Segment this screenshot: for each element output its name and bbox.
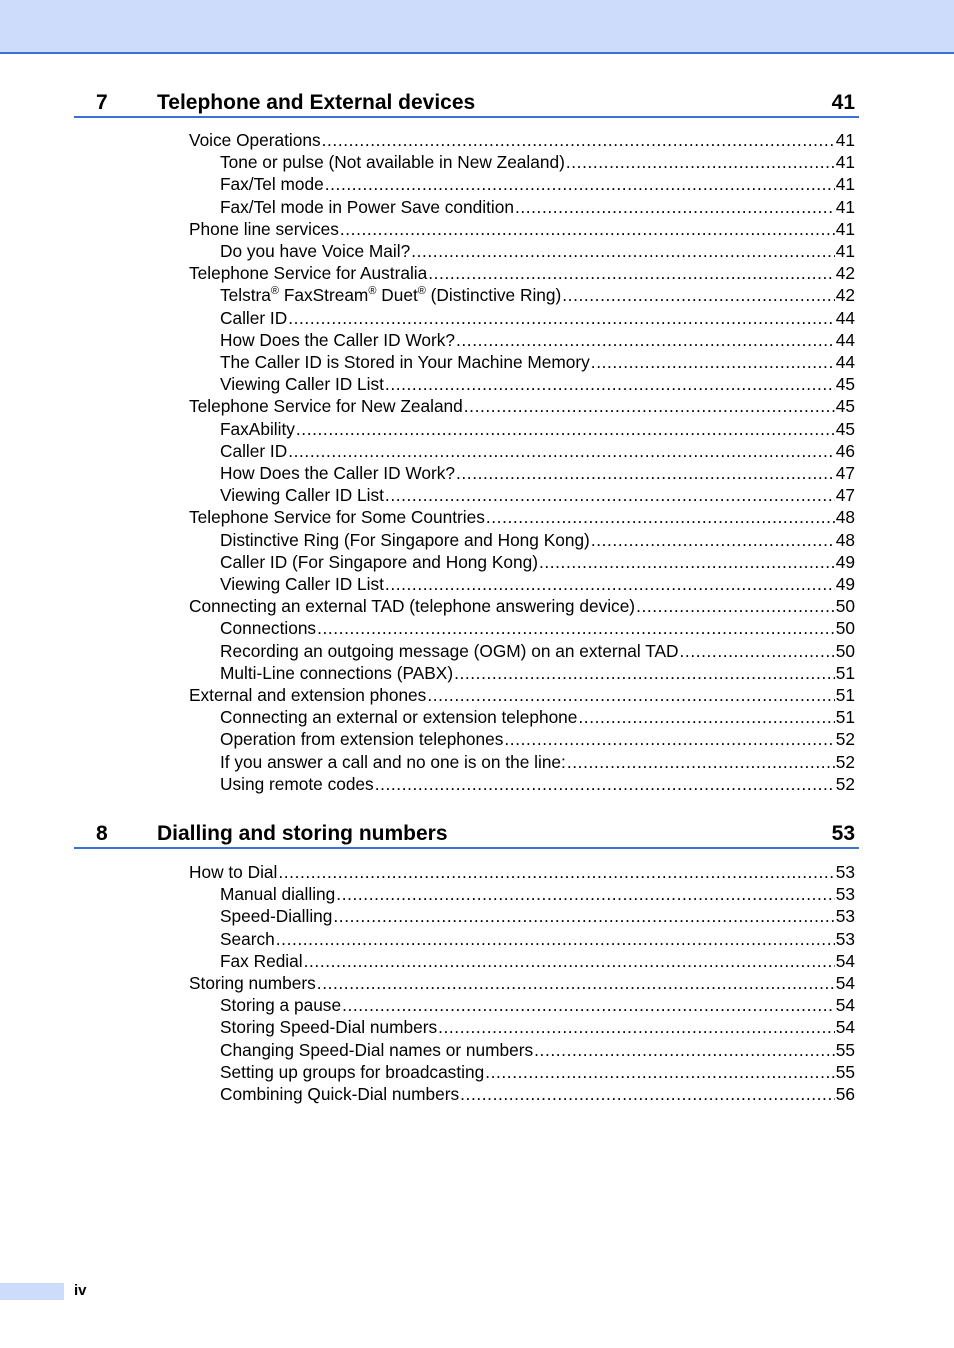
entry-label: Search bbox=[220, 928, 275, 949]
entry-page-number: 41 bbox=[835, 196, 855, 217]
entry-label: Combining Quick-Dial numbers bbox=[220, 1084, 460, 1104]
dot-leader bbox=[515, 196, 835, 218]
entry-page-number: 56 bbox=[835, 1084, 855, 1104]
entry-page-number: 47 bbox=[835, 485, 855, 506]
entry-label: Connections bbox=[220, 618, 317, 639]
dot-leader bbox=[578, 706, 834, 728]
chapter-heading[interactable] bbox=[74, 90, 859, 118]
dot-leader bbox=[385, 484, 835, 506]
footer-page-number: iv bbox=[74, 1282, 87, 1299]
entry-page-number: 51 bbox=[835, 662, 855, 683]
entry-label: Tone or pulse (Not available in New Zealand) bbox=[220, 152, 565, 173]
dot-leader bbox=[460, 1083, 835, 1105]
dot-leader bbox=[562, 284, 835, 306]
dot-leader bbox=[276, 928, 835, 950]
entry-page-number: 45 bbox=[835, 418, 855, 439]
entry-label: Distinctive Ring (For Singapore and Hong Kong) bbox=[220, 529, 590, 550]
toc-subsection-entry[interactable] bbox=[220, 928, 855, 950]
entry-page-number: 41 bbox=[835, 218, 855, 239]
entry-label-part: (Distinctive Ring) bbox=[425, 285, 562, 306]
entry-page-number: 41 bbox=[835, 130, 855, 150]
toc-subsection-entry[interactable] bbox=[220, 905, 855, 927]
toc-subsection-entry[interactable] bbox=[220, 883, 855, 905]
entry-label: Voice Operations bbox=[189, 130, 321, 150]
toc-section-entry[interactable] bbox=[189, 684, 855, 706]
entry-label: Fax/Tel mode bbox=[220, 174, 324, 195]
dot-leader bbox=[464, 395, 835, 417]
entry-label: How Does the Caller ID Work? bbox=[220, 329, 455, 350]
chapter-title: Telephone and External devices bbox=[157, 91, 476, 114]
entry-page-number: 50 bbox=[835, 618, 855, 639]
toc-subsection-entry[interactable] bbox=[220, 573, 855, 595]
header-band bbox=[0, 0, 954, 54]
entry-page-number: 44 bbox=[835, 329, 855, 350]
registered-mark: ® bbox=[368, 285, 377, 298]
toc-subsection-entry[interactable] bbox=[220, 640, 855, 662]
toc-subsection-entry[interactable] bbox=[220, 1016, 855, 1038]
entry-label: How Does the Caller ID Work? bbox=[220, 463, 455, 483]
dot-leader bbox=[438, 1016, 835, 1038]
entry-label: Caller ID (For Singapore and Hong Kong) bbox=[220, 551, 538, 572]
entry-label: Viewing Caller ID List bbox=[220, 374, 384, 395]
entry-label: Storing a pause bbox=[220, 995, 342, 1016]
entry-page-number: 49 bbox=[835, 551, 855, 572]
dot-leader bbox=[591, 529, 835, 551]
toc-section-entry[interactable] bbox=[189, 218, 855, 240]
dot-leader bbox=[296, 418, 835, 440]
toc-subsection-entry[interactable] bbox=[220, 529, 855, 551]
toc-subsection-entry[interactable] bbox=[220, 284, 855, 306]
entry-label: Setting up groups for broadcasting bbox=[220, 1061, 485, 1082]
entry-label: Caller ID bbox=[220, 440, 288, 461]
toc-subsection-entry[interactable] bbox=[220, 1061, 855, 1083]
toc-subsection-entry[interactable] bbox=[220, 329, 855, 351]
chapter-number: 8 bbox=[96, 822, 108, 845]
entry-page-number: 50 bbox=[835, 640, 855, 661]
dot-leader bbox=[411, 240, 835, 262]
toc-section-entry[interactable] bbox=[189, 262, 855, 284]
entry-page-number: 51 bbox=[835, 707, 855, 728]
toc-subsection-entry[interactable] bbox=[220, 994, 855, 1016]
toc-subsection-entry[interactable] bbox=[220, 1083, 855, 1105]
entry-page-number: 46 bbox=[835, 440, 855, 461]
dot-leader bbox=[333, 905, 834, 927]
toc-subsection-entry[interactable] bbox=[220, 617, 855, 639]
entry-page-number: 48 bbox=[835, 507, 855, 528]
toc-subsection-entry[interactable] bbox=[220, 751, 855, 773]
toc-subsection-entry[interactable] bbox=[220, 484, 855, 506]
entry-page-number: 44 bbox=[835, 307, 855, 328]
toc-subsection-entry[interactable] bbox=[220, 728, 855, 750]
dot-leader bbox=[567, 751, 835, 773]
dot-leader bbox=[288, 440, 835, 462]
entry-label: Telephone Service for New Zealand bbox=[189, 396, 463, 417]
entry-label: Viewing Caller ID List bbox=[220, 485, 384, 506]
entry-label: The Caller ID is Stored in Your Machine Memory bbox=[220, 352, 590, 372]
dot-leader bbox=[385, 573, 835, 595]
toc-subsection-entry[interactable] bbox=[220, 196, 855, 218]
entry-label: Fax Redial bbox=[220, 950, 303, 971]
entry-label: Telephone Service for Some Countries bbox=[189, 507, 485, 528]
entry-page-number: 54 bbox=[835, 950, 855, 971]
toc-subsection-entry[interactable] bbox=[220, 662, 855, 684]
entry-page-number: 41 bbox=[835, 152, 855, 173]
entry-page-number: 41 bbox=[835, 174, 855, 195]
toc-section-entry[interactable] bbox=[189, 129, 855, 151]
entry-label: Telephone Service for Australia bbox=[189, 263, 428, 284]
entry-label-part: Telstra bbox=[220, 285, 271, 306]
toc-subsection-entry[interactable] bbox=[220, 173, 855, 195]
toc-section-entry[interactable] bbox=[189, 861, 855, 883]
entry-page-number: 52 bbox=[835, 751, 855, 772]
entry-page-number: 52 bbox=[835, 729, 855, 750]
toc-subsection-entry[interactable] bbox=[220, 151, 855, 173]
entry-label-part: FaxStream bbox=[279, 285, 369, 306]
dot-leader bbox=[534, 1039, 835, 1061]
entry-label: Caller ID bbox=[220, 307, 288, 328]
entry-label: External and extension phones bbox=[189, 685, 427, 705]
entry-page-number: 53 bbox=[835, 884, 855, 905]
toc-section-entry[interactable] bbox=[189, 972, 855, 994]
entry-page-number: 54 bbox=[835, 1017, 855, 1038]
entry-label bbox=[220, 284, 561, 306]
entry-page-number: 53 bbox=[835, 928, 855, 949]
toc-subsection-entry[interactable] bbox=[220, 373, 855, 395]
entry-label: Speed-Dialling bbox=[220, 906, 333, 927]
dot-leader bbox=[485, 1061, 835, 1083]
dot-leader bbox=[591, 351, 835, 373]
entry-label: Multi-Line connections (PABX) bbox=[220, 662, 454, 683]
chapter-heading[interactable] bbox=[74, 821, 859, 849]
dot-leader bbox=[456, 462, 835, 484]
dot-leader bbox=[322, 129, 835, 151]
dot-leader bbox=[504, 728, 834, 750]
entry-label: Operation from extension telephones bbox=[220, 729, 504, 750]
dot-leader bbox=[385, 373, 835, 395]
entry-label: Viewing Caller ID List bbox=[220, 574, 384, 594]
entry-page-number: 53 bbox=[835, 906, 855, 927]
entry-page-number: 45 bbox=[835, 374, 855, 395]
registered-mark: ® bbox=[417, 285, 426, 298]
footer-tab bbox=[0, 1283, 64, 1300]
dot-leader bbox=[342, 994, 835, 1016]
toc-section-entry[interactable] bbox=[189, 395, 855, 417]
entry-label: Phone line services bbox=[189, 218, 339, 239]
registered-mark: ® bbox=[270, 285, 280, 298]
toc-section-entry[interactable] bbox=[189, 506, 855, 528]
dot-leader bbox=[375, 773, 835, 795]
entry-page-number: 42 bbox=[835, 285, 855, 306]
toc-subsection-entry[interactable] bbox=[220, 240, 855, 262]
dot-leader bbox=[325, 173, 835, 195]
dot-leader bbox=[454, 662, 835, 684]
entry-label: If you answer a call and no one is on the line: bbox=[220, 751, 566, 772]
dot-leader bbox=[304, 950, 835, 972]
dot-leader bbox=[427, 684, 834, 706]
entry-page-number: 54 bbox=[835, 995, 855, 1016]
chapter-page: 41 bbox=[831, 91, 855, 114]
toc-subsection-entry[interactable] bbox=[220, 773, 855, 795]
entry-page-number: 49 bbox=[835, 574, 855, 594]
dot-leader bbox=[636, 595, 835, 617]
toc-subsection-entry[interactable] bbox=[220, 551, 855, 573]
toc-subsection-entry[interactable] bbox=[220, 706, 855, 728]
toc-subsection-entry[interactable] bbox=[220, 950, 855, 972]
entry-label: Recording an outgoing message (OGM) on an external TAD bbox=[220, 640, 679, 661]
entry-label: Using remote codes bbox=[220, 773, 374, 794]
entry-label: Do you have Voice Mail? bbox=[220, 241, 411, 261]
toc-subsection-entry[interactable] bbox=[220, 351, 855, 373]
dot-leader bbox=[317, 617, 835, 639]
entry-page-number: 50 bbox=[835, 596, 855, 617]
dot-leader bbox=[680, 640, 835, 662]
entry-label: Storing numbers bbox=[189, 973, 316, 993]
entry-page-number: 47 bbox=[835, 463, 855, 483]
entry-label: Connecting an external or extension telephone bbox=[220, 707, 578, 728]
toc-subsection-entry[interactable] bbox=[220, 440, 855, 462]
chapter-page: 53 bbox=[831, 822, 855, 845]
entry-label: FaxAbility bbox=[220, 418, 295, 439]
entry-label: Connecting an external TAD (telephone answering device) bbox=[189, 596, 636, 617]
dot-leader bbox=[428, 262, 835, 284]
entry-page-number: 48 bbox=[835, 529, 855, 550]
dot-leader bbox=[317, 972, 835, 994]
entry-page-number: 42 bbox=[835, 263, 855, 284]
dot-leader bbox=[539, 551, 835, 573]
toc-subsection-entry[interactable] bbox=[220, 418, 855, 440]
entry-page-number: 53 bbox=[835, 862, 855, 882]
entry-label: Changing Speed-Dial names or numbers bbox=[220, 1039, 534, 1060]
entry-label: Fax/Tel mode in Power Save condition bbox=[220, 196, 514, 217]
dot-leader bbox=[288, 307, 835, 329]
toc-subsection-entry[interactable] bbox=[220, 1039, 855, 1061]
entry-page-number: 52 bbox=[835, 773, 855, 794]
toc-subsection-entry[interactable] bbox=[220, 307, 855, 329]
dot-leader bbox=[456, 329, 835, 351]
dot-leader bbox=[278, 861, 834, 883]
entry-page-number: 41 bbox=[835, 241, 855, 261]
entry-page-number: 45 bbox=[835, 396, 855, 417]
entry-page-number: 55 bbox=[835, 1039, 855, 1060]
entry-page-number: 55 bbox=[835, 1061, 855, 1082]
entry-label-part: Duet bbox=[376, 285, 418, 306]
dot-leader bbox=[566, 151, 835, 173]
entry-label: How to Dial bbox=[189, 862, 278, 882]
toc-subsection-entry[interactable] bbox=[220, 462, 855, 484]
entry-page-number: 54 bbox=[835, 973, 855, 993]
entry-page-number: 44 bbox=[835, 352, 855, 372]
chapter-number: 7 bbox=[96, 91, 108, 114]
chapter-title: Dialling and storing numbers bbox=[157, 822, 448, 845]
entry-label: Storing Speed-Dial numbers bbox=[220, 1017, 438, 1038]
entry-page-number: 51 bbox=[835, 685, 855, 705]
toc-section-entry[interactable] bbox=[189, 595, 855, 617]
dot-leader bbox=[336, 883, 834, 905]
dot-leader bbox=[340, 218, 835, 240]
entry-label: Manual dialling bbox=[220, 884, 336, 905]
dot-leader bbox=[486, 506, 835, 528]
